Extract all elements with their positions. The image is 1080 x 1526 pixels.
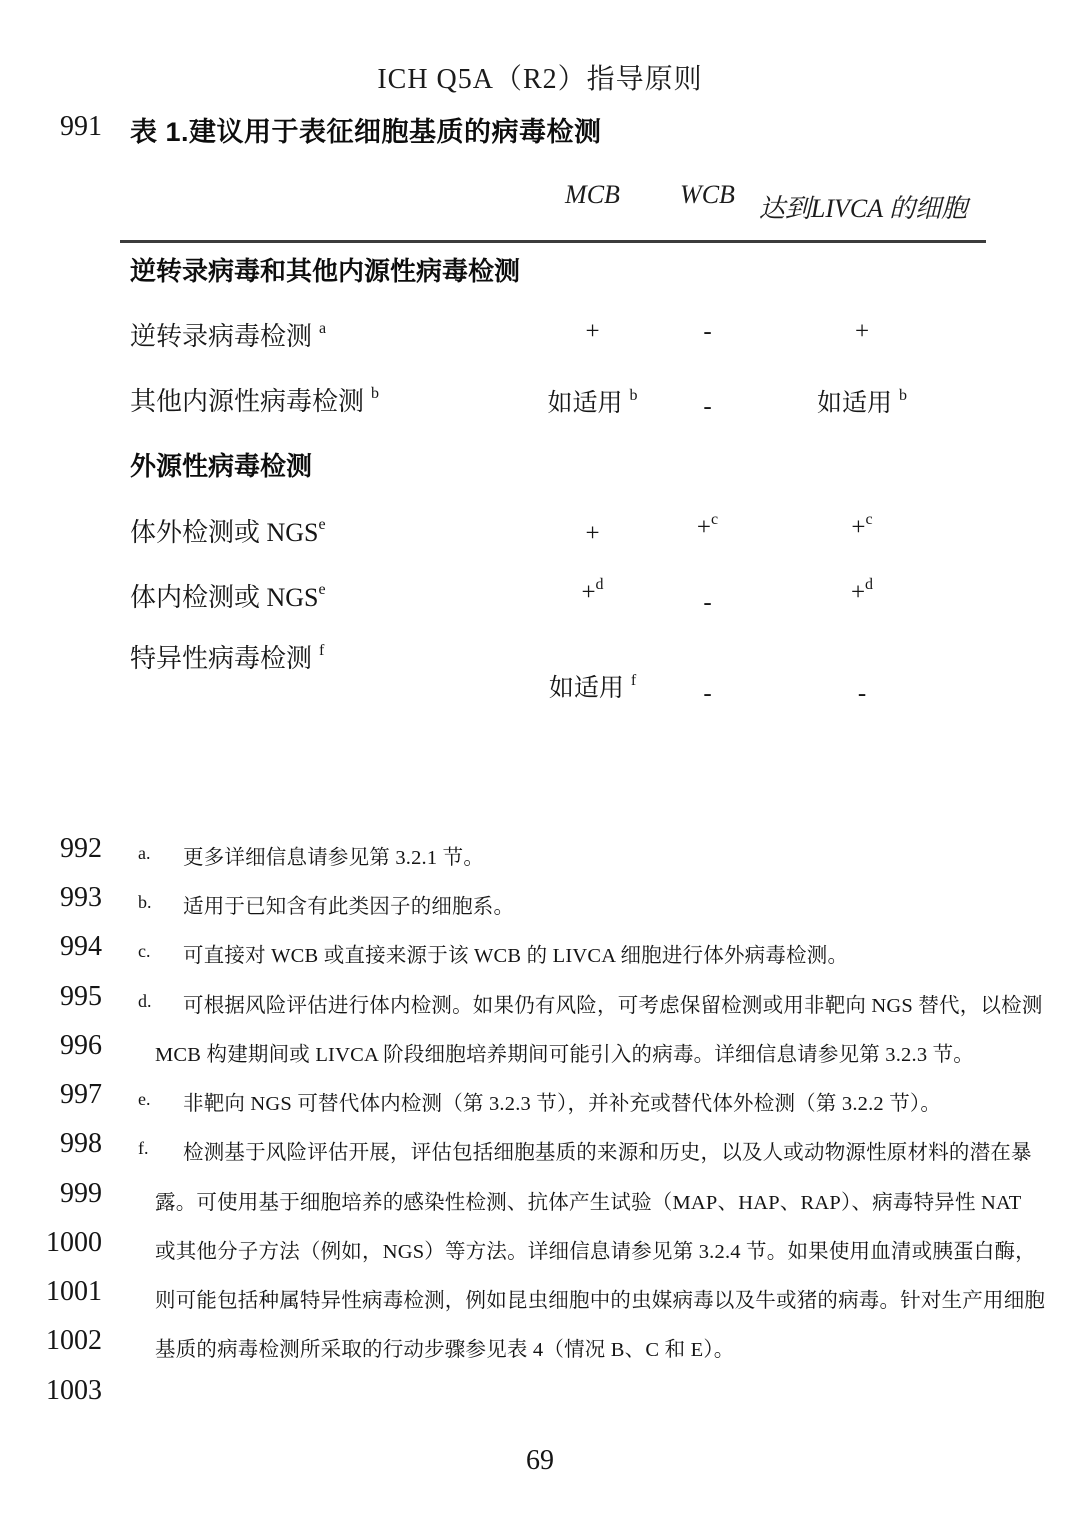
table-title: 表 1.建议用于表征细胞基质的病毒检测	[130, 117, 602, 147]
blank-line	[0, 1377, 1080, 1417]
footnote-marker: c.	[138, 941, 151, 961]
table-top-rule	[120, 240, 986, 243]
footnote-marker: f.	[138, 1138, 149, 1158]
footnote-text: 或其他分子方法（例如，NGS）等方法。详细信息请参见第 3.2.4 节。如果使用血清或胰蛋白酶，	[155, 1241, 1036, 1263]
footnote-marker: a.	[138, 843, 151, 863]
column-header-livca: 达到LIVCA 的细胞	[758, 194, 968, 223]
cell-wcb: -	[703, 393, 712, 420]
footnote-d-cont	[0, 1032, 1080, 1072]
footnote-ref: b	[899, 386, 907, 404]
cell-livca: -	[857, 680, 867, 707]
footnote-f-cont	[0, 1278, 1080, 1318]
table-row	[0, 577, 1080, 637]
footnote-d	[0, 983, 1080, 1023]
footnote-marker: e.	[138, 1089, 151, 1109]
footnote-text: 检测基于风险评估开展，评估包括细胞基质的来源和历史，以及人或动物源性原材料的潜在暴	[183, 1142, 1032, 1164]
footnote-ref: f	[319, 642, 325, 660]
cell-mcb: 如适用 $^b$	[547, 386, 638, 417]
line-number: 1002	[46, 1325, 102, 1356]
footnote-f	[0, 1130, 1080, 1170]
section-heading-endogenous: 逆转录病毒和其他内源性病毒检测	[130, 256, 521, 286]
footnote-text: 适用于已知含有此类因子的细胞系。	[183, 896, 515, 918]
row-label: 逆转录病毒检测 $^a$	[130, 320, 327, 351]
footnote-ref: e	[318, 516, 326, 534]
cell-livca: +$^c$	[851, 510, 873, 541]
doc-header-title: ICH Q5A（R2）指导原则	[377, 64, 703, 95]
row-label: 特异性病毒检测 $^f$	[130, 642, 325, 673]
cell-mcb: 如适用 $^f$	[548, 671, 637, 702]
footnote-a	[0, 835, 1080, 875]
footnote-f-cont	[0, 1180, 1080, 1220]
footnote-c	[0, 933, 1080, 973]
line-number: 1001	[46, 1276, 102, 1307]
section-heading-adventitious: 外源性病毒检测	[130, 451, 313, 481]
footnote-marker: d.	[138, 991, 152, 1011]
cell-wcb: -	[703, 318, 712, 345]
cell-livca: 如适用 $^b$	[816, 386, 907, 417]
footnote-text: 可根据风险评估进行体内检测。如果仍有风险，可考虑保留检测或用非靶向 NGS 替代，以检测	[183, 995, 1043, 1017]
footnote-ref: b	[371, 385, 380, 403]
table-row	[0, 638, 1080, 707]
footnote-marker: b.	[138, 892, 152, 912]
row-label: 体内检测或 NGS$^e$	[130, 581, 326, 612]
cell-wcb: -	[703, 680, 712, 707]
footnote-ref: b	[629, 386, 638, 404]
line-number: 991	[60, 111, 102, 142]
table-row	[0, 316, 1080, 376]
table-row	[0, 512, 1080, 572]
cell-mcb: +$^d$	[581, 575, 604, 606]
footnote-ref: c	[711, 510, 719, 528]
line-number: 996	[60, 1030, 102, 1061]
cell-livca: +	[854, 318, 870, 345]
footnote-ref: f	[630, 671, 637, 689]
footnote-b	[0, 884, 1080, 924]
line-number: 993	[60, 882, 102, 913]
footnote-text: 更多详细信息请参见第 3.2.1 节。	[183, 847, 485, 869]
line-number: 995	[60, 981, 102, 1012]
cell-mcb: +	[585, 520, 600, 547]
line-number: 997	[60, 1079, 102, 1110]
footnote-ref: d	[595, 575, 604, 593]
cell-livca: +$^d$	[850, 575, 874, 606]
footnote-text: MCB 构建期间或 LIVCA 阶段细胞培养期间可能引入的病毒。详细信息请参见第 3.2.3 节。	[155, 1044, 974, 1066]
cell-wcb: +$^c$	[696, 510, 719, 541]
footnote-ref: a	[319, 320, 327, 338]
column-header-wcb: WCB	[680, 180, 735, 209]
row-label: 体外检测或 NGS$^e$	[130, 516, 326, 547]
line-number: 1000	[46, 1227, 102, 1258]
column-header-mcb: MCB	[565, 180, 620, 209]
page-number: 69	[526, 1445, 554, 1476]
footnote-f-cont	[0, 1327, 1080, 1367]
footnote-text: 可直接对 WCB 或直接来源于该 WCB 的 LIVCA 细胞进行体外病毒检测。	[183, 945, 849, 967]
footnote-ref: c	[865, 510, 873, 528]
cell-wcb: -	[703, 589, 712, 616]
footnote-text: 基质的病毒检测所采取的行动步骤参见表 4（情况 B、C 和 E）。	[155, 1339, 735, 1361]
footnote-text: 则可能包括种属特异性病毒检测，例如昆虫细胞中的虫媒病毒以及牛或猪的病毒。针对生产用细胞	[155, 1290, 1046, 1312]
footnote-f-cont	[0, 1229, 1080, 1269]
footnote-text: 露。可使用基于细胞培养的感染性检测、抗体产生试验（MAP、HAP、RAP）、病毒特异性 NAT	[155, 1192, 1022, 1214]
cell-mcb: +	[585, 318, 600, 345]
line-number: 1003	[46, 1375, 102, 1406]
row-label: 其他内源性病毒检测 $^b$	[130, 385, 380, 416]
line-number: 998	[60, 1128, 102, 1159]
table-row	[0, 381, 1080, 441]
footnote-ref: e	[318, 581, 326, 599]
line-number: 992	[60, 833, 102, 864]
footnote-ref: d	[865, 575, 874, 593]
footnote-e	[0, 1081, 1080, 1121]
line-number: 994	[60, 931, 102, 962]
line-number: 999	[60, 1178, 102, 1209]
footnote-text: 非靶向 NGS 可替代体内检测（第 3.2.3 节），并补充或替代体外检测（第 3.2.2 节）。	[183, 1093, 942, 1115]
